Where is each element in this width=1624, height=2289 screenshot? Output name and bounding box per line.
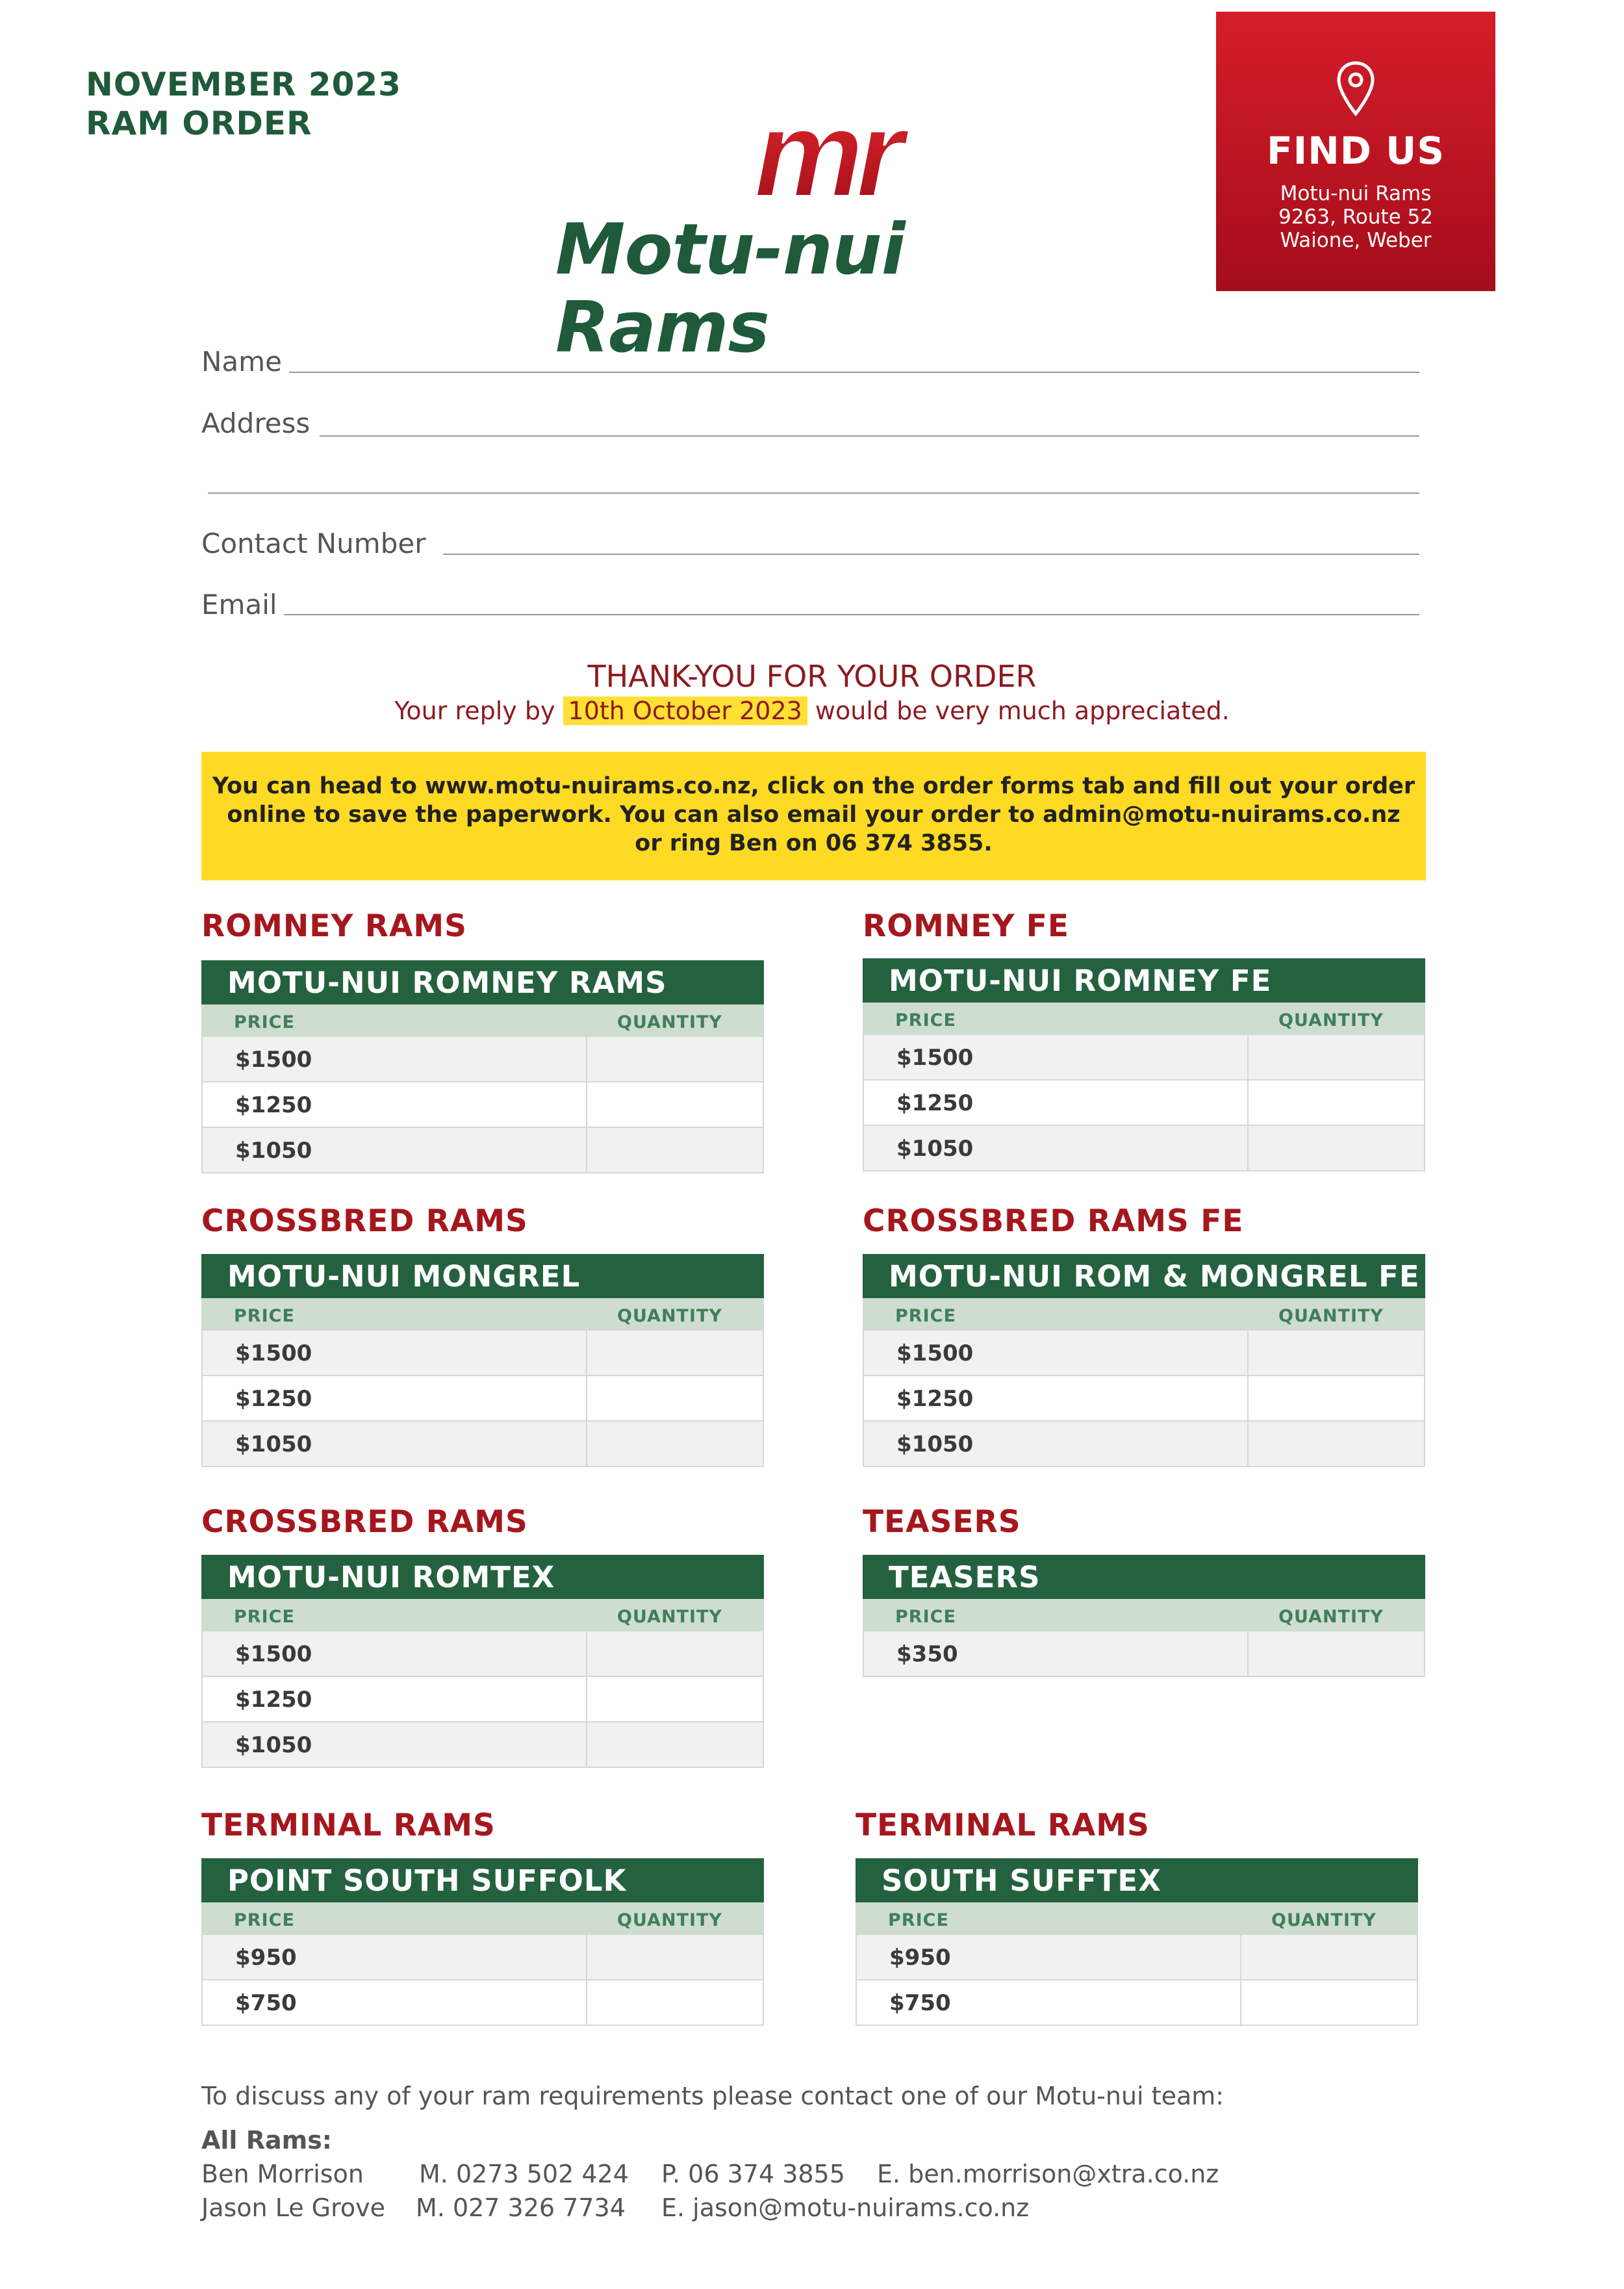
notice-line-3: or ring Ben on 06 374 3855. — [635, 830, 993, 856]
quantity-cell[interactable] — [586, 1631, 587, 1676]
table-row — [201, 1722, 764, 1768]
quantity-column-header: QUANTITY — [1271, 1910, 1377, 1930]
month-title: NOVEMBER 2023 — [86, 66, 401, 103]
footer-heading: All Rams: — [201, 2126, 333, 2155]
table-row — [863, 1035, 1425, 1081]
footer-intro: To discuss any of your ram requirements please contact one of our Motu-nui team: — [201, 2082, 1224, 2110]
table-title: POINT SOUTH SUFFOLK — [201, 1858, 764, 1902]
table-row — [863, 1631, 1425, 1677]
price-table — [201, 960, 764, 1173]
price-table — [201, 1254, 764, 1467]
table-row — [201, 1422, 764, 1467]
table-header-row — [863, 1599, 1425, 1631]
section-title: TERMINAL RAMS — [856, 1808, 1150, 1843]
table-title: MOTU-NUI MONGREL — [201, 1254, 764, 1298]
quantity-cell[interactable] — [1247, 1035, 1249, 1079]
brand-logo-mark — [734, 110, 916, 208]
table-row — [201, 1128, 764, 1173]
quantity-cell[interactable] — [1240, 1935, 1241, 1979]
table-row — [856, 1980, 1418, 2026]
contact-1-email[interactable]: E. ben.morrison@xtra.co.nz — [877, 2160, 1219, 2188]
quantity-cell[interactable] — [1247, 1631, 1249, 1676]
table-row — [863, 1126, 1425, 1171]
price-value: $950 — [235, 1945, 297, 1971]
price-value: $1500 — [896, 1340, 974, 1366]
find-us-line-3: Waione, Weber — [1280, 229, 1432, 252]
quantity-cell[interactable] — [586, 1037, 587, 1081]
price-table — [201, 1555, 764, 1768]
location-pin-icon — [1336, 60, 1375, 119]
section-title: TEASERS — [863, 1504, 1021, 1540]
table-header-row — [201, 1004, 764, 1037]
table-title: MOTU-NUI ROM & MONGREL FE — [863, 1254, 1425, 1298]
price-value: $1050 — [235, 1431, 312, 1457]
table-row — [201, 1677, 764, 1722]
quantity-cell[interactable] — [586, 1935, 587, 1979]
contact-1-name: Ben Morrison — [201, 2160, 364, 2188]
quantity-cell[interactable] — [1247, 1422, 1249, 1466]
table-header-row — [863, 1003, 1425, 1035]
price-value: $1250 — [235, 1687, 312, 1713]
table-row — [863, 1331, 1425, 1376]
doc-type-title: RAM ORDER — [86, 105, 312, 142]
price-table — [201, 1858, 764, 2026]
reply-prefix: Your reply by — [394, 697, 555, 725]
quantity-column-header: QUANTITY — [617, 1306, 722, 1326]
price-value: $1500 — [896, 1045, 974, 1071]
price-value: $1500 — [235, 1641, 312, 1667]
reply-date: 10th October 2023 — [563, 697, 807, 725]
brand-monogram: mr — [754, 110, 896, 208]
quantity-cell[interactable] — [1247, 1126, 1249, 1170]
price-column-header: PRICE — [888, 1910, 949, 1930]
price-table — [863, 1555, 1425, 1677]
price-table — [863, 1254, 1425, 1467]
section-title: ROMNEY FE — [863, 908, 1069, 944]
table-row — [201, 1980, 764, 2026]
contact-number-label: Contact Number — [201, 528, 426, 559]
find-us-title: FIND US — [1267, 129, 1445, 173]
address-field-line-2[interactable] — [208, 492, 1419, 494]
price-value: $1050 — [896, 1431, 974, 1457]
quantity-column-header: QUANTITY — [1278, 1010, 1384, 1030]
reply-by-line — [0, 694, 1624, 728]
quantity-cell[interactable] — [1240, 1980, 1241, 2025]
online-order-notice — [201, 752, 1426, 880]
section-title: CROSSBRED RAMS — [201, 1504, 528, 1540]
price-table — [856, 1858, 1418, 2026]
brand-name: Motu-nui Rams — [555, 209, 905, 368]
table-title: MOTU-NUI ROMTEX — [201, 1555, 764, 1599]
table-row — [201, 1376, 764, 1422]
quantity-column-header: QUANTITY — [1278, 1607, 1384, 1627]
address-field[interactable] — [320, 435, 1419, 437]
find-us-box — [1216, 12, 1495, 291]
table-title: MOTU-NUI ROMNEY FE — [863, 958, 1425, 1003]
quantity-cell[interactable] — [586, 1722, 587, 1767]
price-value: $1050 — [896, 1136, 974, 1162]
price-table — [863, 958, 1425, 1171]
price-value: $1500 — [235, 1340, 312, 1366]
quantity-cell[interactable] — [1247, 1331, 1249, 1375]
find-us-line-1: Motu-nui Rams — [1280, 182, 1432, 205]
table-row — [201, 1082, 764, 1128]
section-title: ROMNEY RAMS — [201, 908, 467, 944]
price-column-header: PRICE — [234, 1306, 295, 1326]
price-value: $1250 — [235, 1092, 312, 1118]
price-value: $1250 — [896, 1386, 974, 1412]
thank-you-title: THANK-YOU FOR YOUR ORDER — [587, 659, 1037, 694]
address-label: Address — [201, 407, 311, 439]
notice-line-2: online to save the paperwork. You can also email your order to admin@motu-nuirams.co.nz — [227, 802, 1401, 828]
name-field[interactable] — [289, 372, 1419, 373]
table-row — [863, 1376, 1425, 1422]
price-value: $1500 — [235, 1047, 312, 1073]
price-column-header: PRICE — [234, 1607, 295, 1627]
table-row — [201, 1331, 764, 1376]
contact-2-mobile: M. 027 326 7734 — [416, 2193, 626, 2222]
reply-suffix: would be very much appreciated. — [815, 697, 1230, 725]
table-header-row — [856, 1902, 1418, 1935]
price-value: $1250 — [896, 1090, 974, 1116]
price-column-header: PRICE — [895, 1010, 956, 1030]
quantity-cell[interactable] — [586, 1677, 587, 1721]
table-row — [201, 1935, 764, 1980]
table-row — [863, 1422, 1425, 1467]
price-value: $350 — [896, 1641, 958, 1667]
price-column-header: PRICE — [234, 1012, 295, 1032]
price-value: $1050 — [235, 1138, 312, 1164]
section-title: CROSSBRED RAMS FE — [863, 1203, 1244, 1239]
table-row — [863, 1081, 1425, 1126]
price-column-header: PRICE — [234, 1910, 295, 1930]
table-header-row — [201, 1599, 764, 1631]
table-header-row — [201, 1298, 764, 1331]
price-value: $1050 — [235, 1732, 312, 1758]
contact-1-phone: P. 06 374 3855 — [661, 2160, 845, 2188]
contact-2-email[interactable]: E. jason@motu-nuirams.co.nz — [661, 2193, 1030, 2222]
table-title: TEASERS — [863, 1555, 1425, 1599]
table-header-row — [201, 1902, 764, 1935]
quantity-cell[interactable] — [1247, 1081, 1249, 1125]
table-header-row — [863, 1298, 1425, 1331]
quantity-column-header: QUANTITY — [617, 1012, 722, 1032]
name-label: Name — [201, 346, 282, 377]
quantity-column-header: QUANTITY — [1278, 1306, 1384, 1326]
quantity-cell[interactable] — [586, 1422, 587, 1466]
table-row — [856, 1935, 1418, 1980]
notice-line-1: You can head to www.motu-nuirams.co.nz, click on the order forms tab and fill out your order — [212, 773, 1415, 799]
contact-1-mobile: M. 0273 502 424 — [419, 2160, 629, 2188]
quantity-cell[interactable] — [586, 1082, 587, 1127]
price-value: $750 — [889, 1990, 951, 2016]
quantity-cell[interactable] — [586, 1128, 587, 1172]
quantity-column-header: QUANTITY — [617, 1910, 722, 1930]
table-row — [201, 1631, 764, 1677]
email-label: Email — [201, 589, 277, 620]
section-title: CROSSBRED RAMS — [201, 1203, 528, 1239]
quantity-cell[interactable] — [586, 1980, 587, 2025]
price-value: $950 — [889, 1945, 951, 1971]
contact-2-name: Jason Le Grove — [201, 2193, 386, 2222]
section-title: TERMINAL RAMS — [201, 1808, 496, 1843]
quantity-cell[interactable] — [586, 1331, 587, 1375]
find-us-line-2: 9263, Route 52 — [1278, 205, 1433, 229]
table-row — [201, 1037, 764, 1082]
price-column-header: PRICE — [895, 1607, 956, 1627]
email-field[interactable] — [284, 614, 1419, 615]
table-title: SOUTH SUFFTEX — [856, 1858, 1418, 1902]
quantity-cell[interactable] — [1247, 1376, 1249, 1420]
quantity-column-header: QUANTITY — [617, 1607, 722, 1627]
price-column-header: PRICE — [895, 1306, 956, 1326]
table-title: MOTU-NUI ROMNEY RAMS — [201, 960, 764, 1004]
price-value: $750 — [235, 1990, 297, 2016]
contact-number-field[interactable] — [443, 554, 1419, 555]
quantity-cell[interactable] — [586, 1376, 587, 1420]
price-value: $1250 — [235, 1386, 312, 1412]
